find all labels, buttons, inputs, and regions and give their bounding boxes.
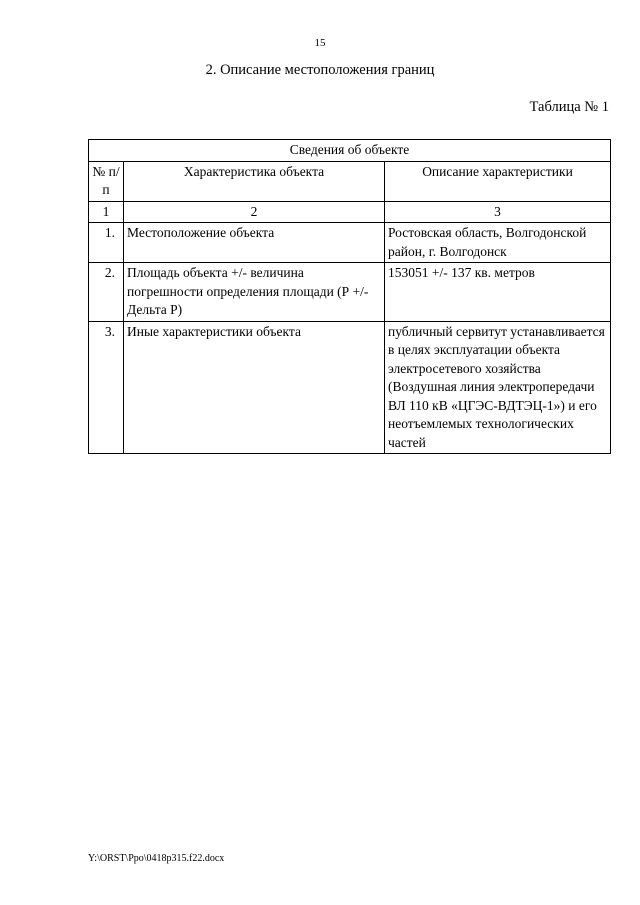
row-description: 153051 +/- 137 кв. метров <box>385 263 611 322</box>
row-num: 1. <box>89 223 124 263</box>
table-caption: Сведения об объекте <box>89 140 611 162</box>
table-caption-row <box>89 140 611 162</box>
row-characteristic: Местоположение объекта <box>124 223 385 263</box>
column-number: 1 <box>89 201 124 223</box>
header-num: № п/п <box>89 161 124 201</box>
header-description: Описание характеристики <box>385 161 611 201</box>
row-characteristic: Площадь объекта +/- величина погрешности определения площади (Р +/- Дельта Р) <box>124 263 385 322</box>
row-num: 2. <box>89 263 124 322</box>
table-row <box>89 223 611 263</box>
column-number: 2 <box>124 201 385 223</box>
column-number-row <box>89 201 611 223</box>
table-header-row <box>89 161 611 201</box>
section-title: 2. Описание местоположения границ <box>205 62 435 78</box>
table-row <box>89 263 611 322</box>
table-label: Таблица № 1 <box>529 99 609 115</box>
column-number: 3 <box>385 201 611 223</box>
row-description: Ростовская область, Волгодонской район, г. Волгодонск <box>385 223 611 263</box>
row-description: публичный сервитут устанавливается в целях эксплуатации объекта электросетевого хозяйства (Воздушная линия электропередачи ВЛ 110 кВ «ЦГЭС-ВДТЭЦ-1») и его неотъемлемых технологических частей <box>385 321 611 454</box>
table-row <box>89 321 611 454</box>
object-info-table <box>88 139 611 454</box>
row-characteristic: Иные характеристики объекта <box>124 321 385 454</box>
page-number: 15 <box>314 37 326 49</box>
header-characteristic: Характеристика объекта <box>124 161 385 201</box>
file-path-footer: Y:\ORST\Ppo\0418p315.f22.docx <box>88 853 225 864</box>
row-num: 3. <box>89 321 124 454</box>
